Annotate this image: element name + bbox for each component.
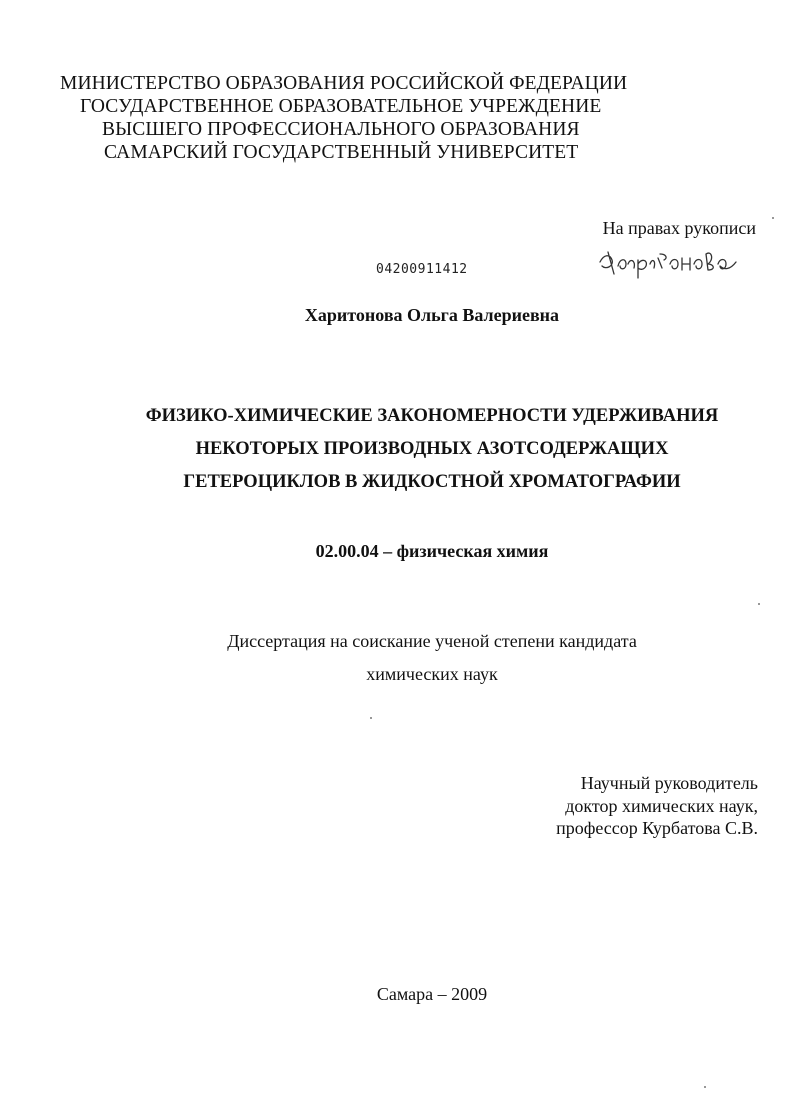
ministry-line: ВЫСШЕГО ПРОФЕССИОНАЛЬНОГО ОБРАЗОВАНИЯ bbox=[102, 119, 580, 140]
supervisor-line: Научный руководитель bbox=[580, 773, 758, 793]
degree-line: Диссертация на соискание ученой степени кандидата bbox=[227, 631, 637, 651]
archive-stamp-number: 04200911412 bbox=[376, 262, 468, 277]
supervisor-line: доктор химических наук, bbox=[565, 795, 758, 816]
scan-speck bbox=[704, 1086, 706, 1088]
title-line: ГЕТЕРОЦИКЛОВ В ЖИДКОСТНОЙ ХРОМАТОГРАФИИ bbox=[183, 472, 681, 492]
scan-speck bbox=[758, 603, 760, 605]
specialty-code: 02.00.04 – физическая химия bbox=[315, 541, 549, 561]
ministry-line: ГОСУДАРСТВЕННОЕ ОБРАЗОВАТЕЛЬНОЕ УЧРЕЖДЕНИЕ bbox=[80, 96, 602, 117]
dissertation-title bbox=[0, 400, 796, 499]
scan-speck bbox=[370, 717, 372, 719]
author-name: Харитонова Ольга Валериевна bbox=[304, 305, 560, 325]
supervisor-line: профессор Курбатова С.В. bbox=[556, 818, 758, 838]
ministry-header bbox=[60, 72, 796, 164]
manuscript-rights-label: На правах рукописи bbox=[602, 218, 756, 238]
ministry-line: МИНИСТЕРСТВО ОБРАЗОВАНИЯ РОССИЙСКОЙ ФЕДЕРАЦИИ bbox=[60, 73, 628, 94]
degree-statement bbox=[0, 625, 796, 691]
degree-line: химических наук bbox=[366, 664, 498, 684]
scientific-supervisor bbox=[556, 772, 758, 840]
author-signature bbox=[592, 240, 742, 280]
city-year: Самара – 2009 bbox=[376, 984, 488, 1004]
scan-speck bbox=[772, 217, 774, 219]
title-line: НЕКОТОРЫХ ПРОИЗВОДНЫХ АЗОТСОДЕРЖАЩИХ bbox=[195, 439, 669, 459]
ministry-line: САМАРСКИЙ ГОСУДАРСТВЕННЫЙ УНИВЕРСИТЕТ bbox=[104, 142, 579, 163]
title-line: ФИЗИКО-ХИМИЧЕСКИЕ ЗАКОНОМЕРНОСТИ УДЕРЖИВАНИЯ bbox=[145, 406, 719, 426]
